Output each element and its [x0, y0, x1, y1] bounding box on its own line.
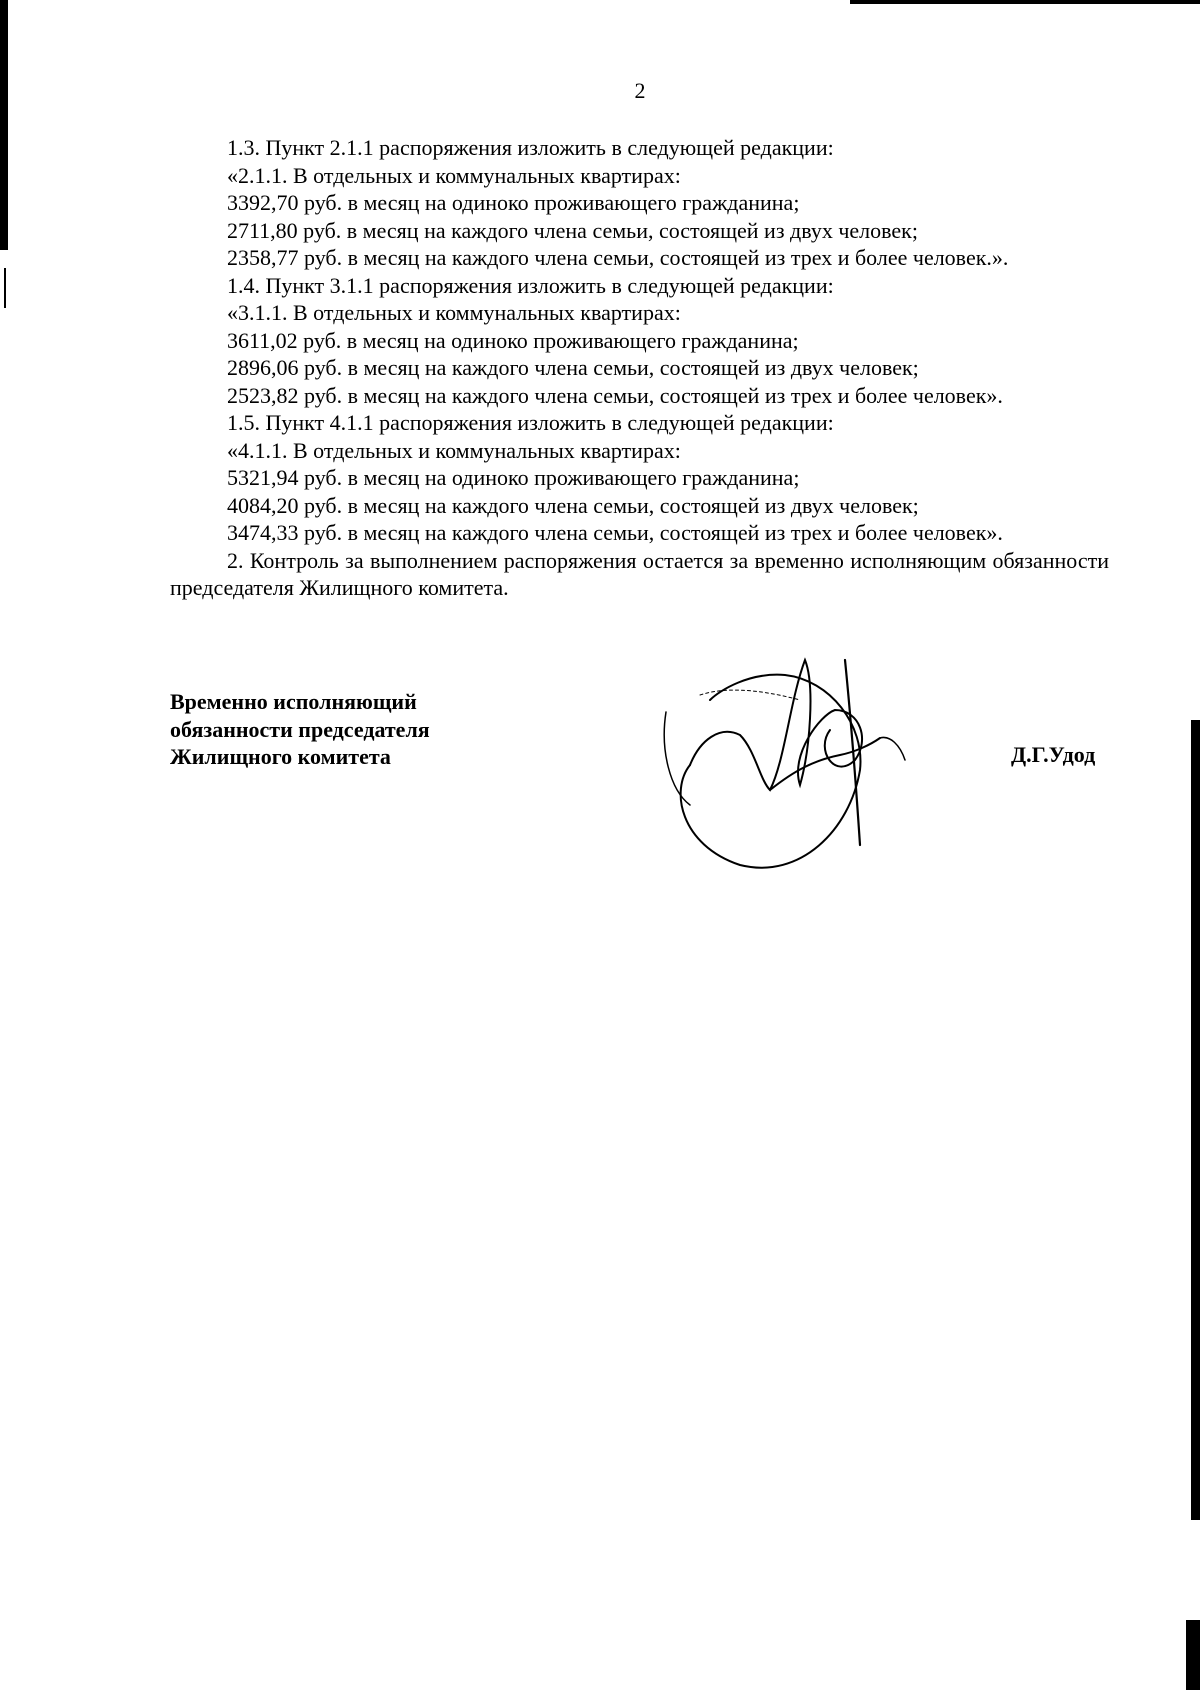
- paragraph-4-1-1-heading: «4.1.1. В отдельных и коммунальных квартирах:: [227, 437, 681, 463]
- signatory-position: [170, 688, 430, 771]
- rate-line: 5321,94 руб. в месяц на одиноко проживающего гражданина;: [227, 465, 800, 490]
- paragraph-2-control: 2. Контроль за выполнением распоряжения остается за временно исполняющим обязанности председателя Жилищного комитета.: [170, 547, 1109, 600]
- signer-name: Д.Г.Удод: [1011, 742, 1096, 767]
- rate-line: 3611,02 руб. в месяц на одиноко проживающего гражданина;: [227, 327, 799, 353]
- rate-line: 2358,77 руб. в месяц на каждого члена семьи, состоящей из трех и более человек.».: [227, 245, 1009, 270]
- paragraph-1-3: 1.3. Пункт 2.1.1 распоряжения изложить в следующей редакции:: [227, 135, 834, 160]
- scan-edge-right: [1191, 720, 1200, 1520]
- rate-line: 4084,20 руб. в месяц на каждого члена семьи, состоящей из двух человек;: [227, 492, 919, 518]
- rate-line: 2523,82 руб. в месяц на каждого члена семьи, состоящей из трех и более человек».: [227, 382, 1003, 408]
- paragraph-2-1-1-heading: «2.1.1. В отдельных и коммунальных квартирах:: [227, 162, 681, 188]
- scan-edge-top: [850, 0, 1200, 4]
- rate-line: 2711,80 руб. в месяц на каждого члена семьи, состоящей из двух человек;: [227, 217, 918, 243]
- signatory-position-line: Жилищного комитета: [170, 744, 391, 769]
- handwritten-signature: [650, 640, 950, 880]
- paragraph-3-1-1-heading: «3.1.1. В отдельных и коммунальных квартирах:: [227, 300, 681, 325]
- paragraph-1-4: 1.4. Пункт 3.1.1 распоряжения изложить в следующей редакции:: [227, 272, 834, 298]
- document-body: [170, 134, 1109, 602]
- rate-line: 2896,06 руб. в месяц на каждого члена семьи, состоящей из двух человек;: [227, 355, 919, 380]
- paragraph-1-5: 1.5. Пункт 4.1.1 распоряжения изложить в следующей редакции:: [227, 410, 834, 435]
- rate-line: 3474,33 руб. в месяц на каждого члена семьи, состоящей из трех и более человек».: [227, 520, 1003, 545]
- signatory-position-line: Временно исполняющий: [170, 689, 417, 714]
- scan-mark: [4, 268, 6, 308]
- scan-edge-right-lower: [1186, 1620, 1200, 1690]
- scan-edge-left: [0, 0, 8, 250]
- rate-line: 3392,70 руб. в месяц на одиноко проживающего гражданина;: [227, 190, 800, 215]
- signatory-position-line: обязанности председателя: [170, 716, 430, 742]
- page-number: 2: [634, 78, 646, 103]
